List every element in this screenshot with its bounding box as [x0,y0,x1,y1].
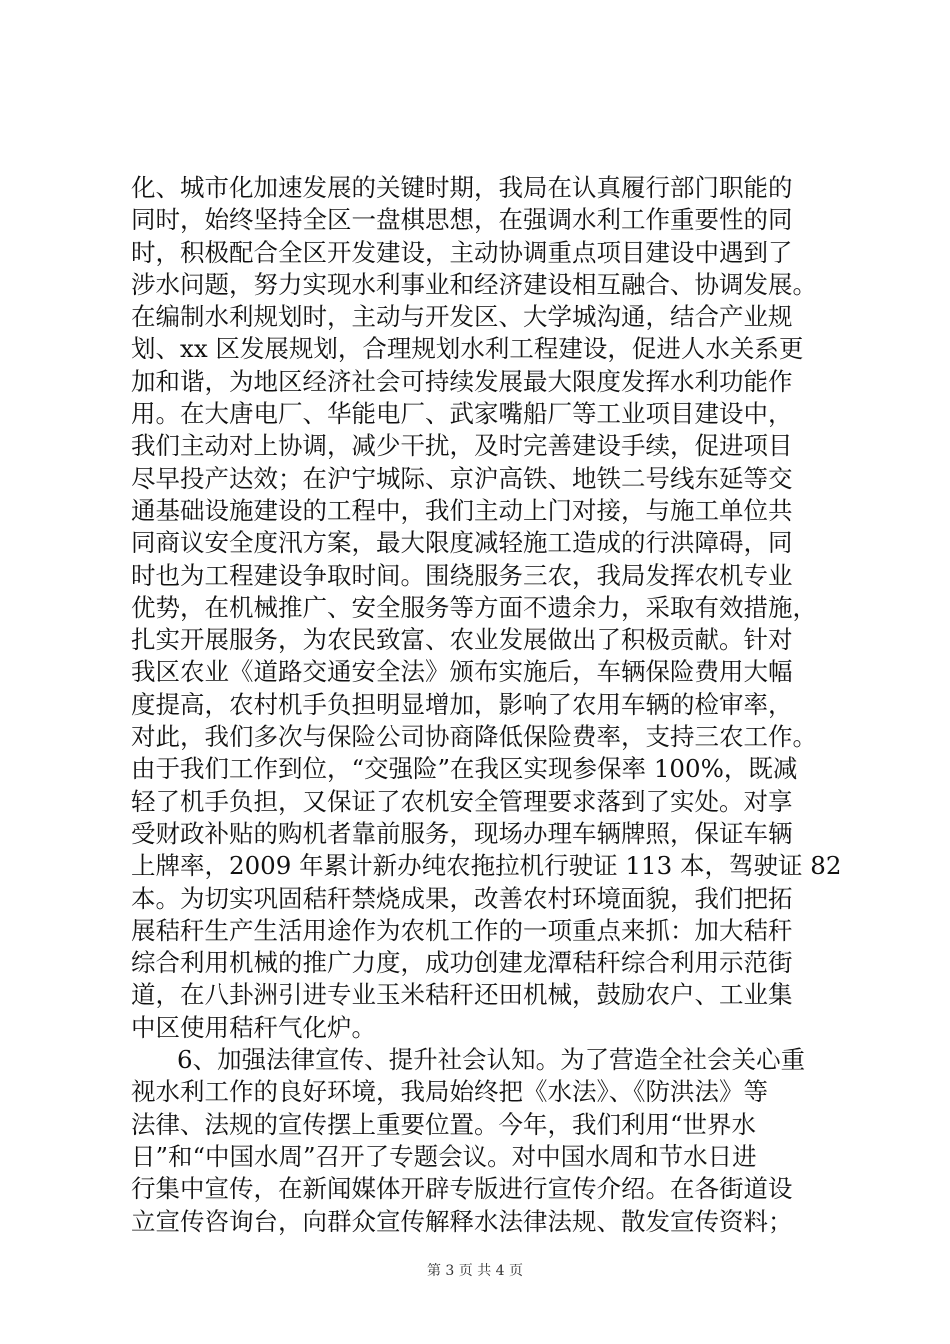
text-line: 行集中宣传，在新闻媒体开辟专版进行宣传介绍。在各街道设 [131,1174,793,1204]
text-line: 对此，我们多次与保险公司协商降低保险费率，支持三农工作。 [131,722,817,752]
body-text [131,172,842,1238]
text-line: 本。为切实巩固秸秆禁烧成果，改善农村环境面貌，我们把拓 [131,883,793,913]
text-line: 化、城市化加速发展的关键时期，我局在认真履行部门职能的 [131,173,793,202]
text-line: 视水利工作的良好环境，我局始终把《水法》、《防洪法》等 [131,1077,768,1107]
text-line: 划、xx 区发展规划，合理规划水利工程建设，促进人水关系更 [131,334,804,364]
text-line: 由于我们工作到位，“交强险”在我区实现参保率 100%，既减 [131,754,798,784]
text-line: 度提高，农村机手负担明显增加，影响了农用车辆的检审率， [131,689,793,719]
text-line: 道，在八卦洲引进专业玉米秸秆还田机械，鼓励农户、工业集 [131,980,793,1010]
text-line: 同时，始终坚持全区一盘棋思想，在强调水利工作重要性的同 [131,205,793,235]
text-line: 综合利用机械的推广力度，成功创建龙潭秸秆综合利用示范街 [131,948,793,978]
page-footer [0,1260,950,1280]
text-line: 受财政补贴的购机者靠前服务，现场办理车辆牌照，保证车辆 [131,818,793,848]
text-line: 优势，在机械推广、安全服务等方面不遗余力，采取有效措施， [131,592,817,622]
text-line: 时，积极配合全区开发建设，主动协调重点项目建设中遇到了 [131,237,793,267]
text-line: 在编制水利规划时，主动与开发区、大学城沟通，结合产业规 [131,302,793,332]
text-line: 日”和“中国水周”召开了专题会议。对中国水周和节水日进 [131,1141,757,1171]
text-line: 我区农业《道路交通安全法》颁布实施后，车辆保险费用大幅 [131,657,793,687]
text-line: 法律、法规的宣传摆上重要位置。今年，我们利用“世界水 [131,1109,757,1139]
section-heading-line: 6、加强法律宣传、提升社会认知。为了营造全社会关心重 [177,1045,806,1075]
text-line: 我们主动对上协调，减少干扰，及时完善建设手续，促进项目 [131,431,793,461]
text-line: 同商议安全度汛方案，最大限度减轻施工造成的行洪障碍，同 [131,528,793,558]
text-line: 涉水问题，努力实现水利事业和经济建设相互融合、协调发展。 [131,269,817,299]
text-line: 中区使用秸秆气化炉。 [131,1012,376,1042]
text-line: 通基础设施建设的工程中，我们主动上门对接，与施工单位共 [131,495,793,525]
text-line: 尽早投产达效；在沪宁城际、京沪高铁、地铁二号线东延等交 [131,463,793,493]
text-line: 上牌率，2009 年累计新办纯农拖拉机行驶证 113 本，驾驶证 82 [131,851,842,881]
text-line: 展秸秆生产生活用途作为农机工作的一项重点来抓：加大秸秆 [131,915,793,945]
text-line: 轻了机手负担，又保证了农机安全管理要求落到了实处。对享 [131,786,793,816]
text-line: 用。在大唐电厂、华能电厂、武家嘴船厂等工业项目建设中， [131,399,793,429]
page-number: 第 3 页 共 4 页 [426,1263,524,1279]
text-line: 时也为工程建设争取时间。围绕服务三农，我局发挥农机专业 [131,560,793,590]
text-line: 立宣传咨询台，向群众宣传解释水法律法规、散发宣传资料； [131,1206,793,1236]
text-line: 加和谐，为地区经济社会可持续发展最大限度发挥水利功能作 [131,366,793,396]
text-line: 扎实开展服务，为农民致富、农业发展做出了积极贡献。针对 [131,625,793,655]
